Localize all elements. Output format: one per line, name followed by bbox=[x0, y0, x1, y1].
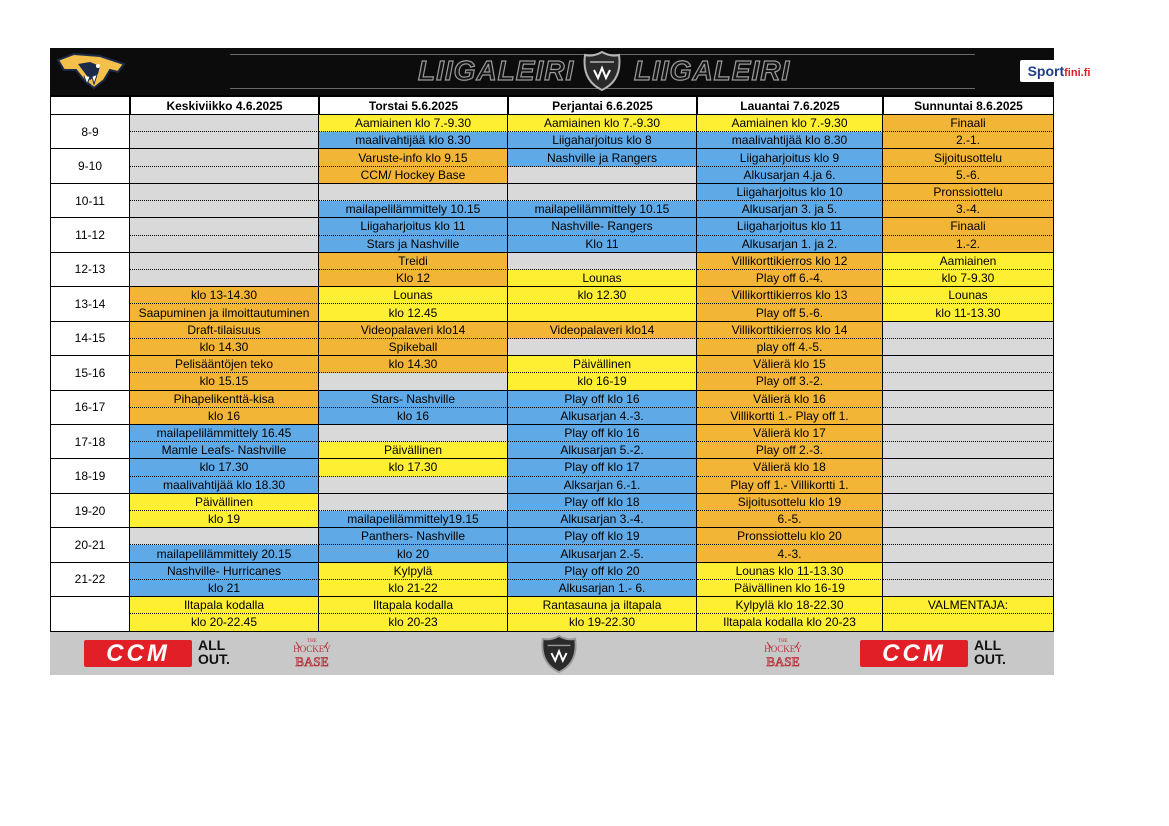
schedule-cell: 4.-3. bbox=[697, 545, 883, 562]
schedule-cell: Play off klo 17 bbox=[508, 459, 697, 476]
hour-label: 12-13 bbox=[50, 253, 130, 287]
hockey-base-the: THE bbox=[778, 639, 788, 644]
schedule-cell: Alkusarjan 3.-4. bbox=[508, 511, 697, 528]
schedule-cell: Play off 6.-4. bbox=[697, 270, 883, 287]
schedule-cell bbox=[883, 614, 1054, 631]
schedule-cell: Play off 1.- Villikortti 1. bbox=[697, 477, 883, 494]
schedule-cell: Kylpylä bbox=[319, 563, 508, 580]
corner-cell bbox=[50, 95, 130, 115]
schedule-cell bbox=[319, 494, 508, 511]
hour-label: 10-11 bbox=[50, 184, 130, 218]
schedule-cell bbox=[883, 322, 1054, 339]
schedule-cell: Välierä klo 17 bbox=[697, 425, 883, 442]
schedule-cell: klo 20-22.45 bbox=[130, 614, 319, 631]
schedule-cell: 5.-6. bbox=[883, 167, 1054, 184]
schedule-cell bbox=[130, 149, 319, 166]
schedule-cell: Villikorttikierros klo 12 bbox=[697, 253, 883, 270]
schedule-cell bbox=[319, 477, 508, 494]
schedule-cell bbox=[319, 425, 508, 442]
schedule-cell: Päivällinen klo 16-19 bbox=[697, 580, 883, 597]
schedule-cell: 2.-1. bbox=[883, 132, 1054, 149]
schedule-cell: Aamiainen klo 7.-9.30 bbox=[697, 115, 883, 132]
schedule-cell bbox=[130, 167, 319, 184]
schedule-cell bbox=[130, 218, 319, 235]
schedule-cell: Päivällinen bbox=[130, 494, 319, 511]
schedule-cell: Aamiainen klo 7.-9.30 bbox=[319, 115, 508, 132]
schedule-cell: Alkusarjan 5.-2. bbox=[508, 442, 697, 459]
schedule-cell: CCM/ Hockey Base bbox=[319, 167, 508, 184]
schedule-cell: Villikortti 1.- Play off 1. bbox=[697, 408, 883, 425]
schedule-cell bbox=[319, 373, 508, 390]
schedule-cell: Stars ja Nashville bbox=[319, 236, 508, 253]
schedule-cell: klo 14.30 bbox=[130, 339, 319, 356]
schedule-cell bbox=[883, 477, 1054, 494]
schedule-cell: klo 20-23 bbox=[319, 614, 508, 631]
schedule-cell: klo 21 bbox=[130, 580, 319, 597]
nhl-shield-footer-icon bbox=[540, 634, 578, 674]
schedule-cell: klo 14.30 bbox=[319, 356, 508, 373]
schedule-cell: Lounas klo 11-13.30 bbox=[697, 563, 883, 580]
hockey-base-logo-icon bbox=[290, 634, 334, 672]
hour-label: 18-19 bbox=[50, 459, 130, 493]
schedule-cell: Välierä klo 15 bbox=[697, 356, 883, 373]
schedule-cell: Sijoitusottelu klo 19 bbox=[697, 494, 883, 511]
schedule-cell: klo 12.30 bbox=[508, 287, 697, 304]
schedule-cell: Iltapala kodalla klo 20-23 bbox=[697, 614, 883, 631]
schedule-cell: VALMENTAJA: bbox=[883, 597, 1054, 614]
schedule-cell: Treidi bbox=[319, 253, 508, 270]
schedule-cell bbox=[883, 339, 1054, 356]
schedule-cell bbox=[883, 580, 1054, 597]
schedule-cell: Kylpylä klo 18-22.30 bbox=[697, 597, 883, 614]
schedule-cell: klo 19-22.30 bbox=[508, 614, 697, 631]
header-banner bbox=[50, 48, 1091, 95]
schedule-cell: Alkusarjan 4.-3. bbox=[508, 408, 697, 425]
schedule-cell: Villikorttikierros klo 14 bbox=[697, 322, 883, 339]
schedule-cell: klo 12.45 bbox=[319, 304, 508, 321]
schedule-cell: mailapelilämmittely19.15 bbox=[319, 511, 508, 528]
ccm-tagline-2: OUT. bbox=[198, 651, 230, 667]
schedule-cell: Mamle Leafs- Nashville bbox=[130, 442, 319, 459]
schedule-cell: Sijoitusottelu bbox=[883, 149, 1054, 166]
day-header: Torstai 5.6.2025 bbox=[319, 95, 508, 115]
schedule-cell: Alkusarjan 3. ja 5. bbox=[697, 201, 883, 218]
schedule-cell: klo 16-19 bbox=[508, 373, 697, 390]
schedule-grid bbox=[50, 95, 1054, 632]
schedule-cell bbox=[883, 442, 1054, 459]
schedule-cell: Alksarjan 6.-1. bbox=[508, 477, 697, 494]
schedule-cell: Liigaharjoitus klo 10 bbox=[697, 184, 883, 201]
schedule-cell bbox=[508, 253, 697, 270]
schedule-cell: Pronssiottelu bbox=[883, 184, 1054, 201]
hour-label: 16-17 bbox=[50, 391, 130, 425]
schedule-cell bbox=[130, 236, 319, 253]
schedule-cell: Draft-tilaisuus bbox=[130, 322, 319, 339]
ccm-logo-icon bbox=[860, 637, 1020, 670]
schedule-cell: Alkusarjan 1. ja 2. bbox=[697, 236, 883, 253]
schedule-cell: mailapelilämmittely 10.15 bbox=[508, 201, 697, 218]
schedule-cell bbox=[508, 167, 697, 184]
schedule-cell: Spikeball bbox=[319, 339, 508, 356]
hockey-base-base: BASE bbox=[295, 654, 329, 669]
schedule-cell: Alkusarjan 1.- 6. bbox=[508, 580, 697, 597]
schedule-cell: Play off klo 16 bbox=[508, 391, 697, 408]
schedule-cell bbox=[883, 528, 1054, 545]
schedule-cell: Rantasauna ja iltapala bbox=[508, 597, 697, 614]
schedule-cell: Nashville ja Rangers bbox=[508, 149, 697, 166]
schedule-cell bbox=[883, 356, 1054, 373]
schedule-cell: klo 20 bbox=[319, 545, 508, 562]
schedule-cell bbox=[130, 115, 319, 132]
schedule-cell: Päivällinen bbox=[508, 356, 697, 373]
footer-sponsors bbox=[50, 632, 1054, 675]
day-header: Lauantai 7.6.2025 bbox=[697, 95, 883, 115]
schedule-cell: Villikorttikierros klo 13 bbox=[697, 287, 883, 304]
schedule-cell: Klo 11 bbox=[508, 236, 697, 253]
schedule-cell: Lounas bbox=[883, 287, 1054, 304]
schedule-cell: Päivällinen bbox=[319, 442, 508, 459]
schedule-cell: Varuste-info klo 9.15 bbox=[319, 149, 508, 166]
hockey-base-hockey: HOCKEY bbox=[293, 644, 331, 654]
schedule-cell bbox=[130, 184, 319, 201]
hour-label: 13-14 bbox=[50, 287, 130, 321]
schedule-cell: klo 7-9.30 bbox=[883, 270, 1054, 287]
hockey-base-hockey: HOCKEY bbox=[764, 644, 802, 654]
schedule-cell bbox=[883, 425, 1054, 442]
schedule-cell: Saapuminen ja ilmoittautuminen bbox=[130, 304, 319, 321]
schedule-cell: klo 16 bbox=[319, 408, 508, 425]
hockey-base-logo-icon bbox=[761, 634, 805, 672]
schedule-cell bbox=[883, 391, 1054, 408]
hour-label: 9-10 bbox=[50, 149, 130, 183]
schedule-cell: mailapelilämmittely 10.15 bbox=[319, 201, 508, 218]
brand-title-left: LIIGALEIRI bbox=[418, 55, 575, 86]
ccm-logo-text: CCM bbox=[106, 640, 170, 667]
schedule-cell: Pronssiottelu klo 20 bbox=[697, 528, 883, 545]
schedule-cell: Liigaharjoitus klo 9 bbox=[697, 149, 883, 166]
ccm-logo-icon bbox=[84, 637, 244, 670]
day-header: Perjantai 6.6.2025 bbox=[508, 95, 697, 115]
schedule-cell: Liigaharjoitus klo 11 bbox=[319, 218, 508, 235]
ccm-tagline-1: ALL bbox=[974, 637, 1002, 653]
sportfini-logo-part-2: fini.fi bbox=[1064, 67, 1091, 79]
hour-label: 20-21 bbox=[50, 528, 130, 562]
schedule-cell: Alkusarjan 4.ja 6. bbox=[697, 167, 883, 184]
schedule-cell bbox=[883, 373, 1054, 390]
schedule-cell: klo 19 bbox=[130, 511, 319, 528]
schedule-cell bbox=[130, 270, 319, 287]
nhl-shield-icon bbox=[582, 50, 622, 92]
schedule-cell: klo 17.30 bbox=[130, 459, 319, 476]
schedule-cell: Aamiainen bbox=[883, 253, 1054, 270]
schedule-cell: maalivahtijää klo 8.30 bbox=[697, 132, 883, 149]
schedule-cell: Play off 5.-6. bbox=[697, 304, 883, 321]
schedule-cell bbox=[883, 459, 1054, 476]
schedule-cell bbox=[508, 304, 697, 321]
schedule-cell: Pelisääntöjen teko bbox=[130, 356, 319, 373]
schedule-cell: Nashville- Hurricanes bbox=[130, 563, 319, 580]
schedule-cell: klo 13-14.30 bbox=[130, 287, 319, 304]
hour-label: 11-12 bbox=[50, 218, 130, 252]
schedule-cell: Play off 3.-2. bbox=[697, 373, 883, 390]
hour-label: 15-16 bbox=[50, 356, 130, 390]
day-header: Sunnuntai 8.6.2025 bbox=[883, 95, 1054, 115]
schedule-cell: mailapelilämmittely 16.45 bbox=[130, 425, 319, 442]
schedule-cell: mailapelilämmittely 20.15 bbox=[130, 545, 319, 562]
schedule-cell: Alkusarjan 2.-5. bbox=[508, 545, 697, 562]
schedule-cell: klo 16 bbox=[130, 408, 319, 425]
schedule-cell: Nashville- Rangers bbox=[508, 218, 697, 235]
predators-logo-icon bbox=[54, 50, 130, 92]
schedule-cell: 6.-5. bbox=[697, 511, 883, 528]
schedule-cell: Finaali bbox=[883, 115, 1054, 132]
schedule-cell bbox=[883, 494, 1054, 511]
hour-label: 14-15 bbox=[50, 322, 130, 356]
schedule-cell bbox=[883, 511, 1054, 528]
schedule-cell: Aamiainen klo 7.-9.30 bbox=[508, 115, 697, 132]
schedule-cell bbox=[508, 339, 697, 356]
brand-title-right: LIIGALEIRI bbox=[634, 55, 791, 86]
schedule-cell bbox=[319, 184, 508, 201]
schedule-cell: Stars- Nashville bbox=[319, 391, 508, 408]
schedule-cell: maalivahtijää klo 18.30 bbox=[130, 477, 319, 494]
schedule-cell bbox=[883, 408, 1054, 425]
schedule-cell bbox=[883, 563, 1054, 580]
schedule-cell: Iltapala kodalla bbox=[130, 597, 319, 614]
schedule-cell: Finaali bbox=[883, 218, 1054, 235]
schedule-cell: Lounas bbox=[508, 270, 697, 287]
schedule-cell: klo 17.30 bbox=[319, 459, 508, 476]
ccm-logo-text: CCM bbox=[882, 640, 946, 667]
schedule-cell: Panthers- Nashville bbox=[319, 528, 508, 545]
schedule-cell bbox=[130, 201, 319, 218]
schedule-cell: Pihapelikenttä-kisa bbox=[130, 391, 319, 408]
schedule-cell: Välierä klo 18 bbox=[697, 459, 883, 476]
schedule-cell: 3.-4. bbox=[883, 201, 1054, 218]
hour-label: 8-9 bbox=[50, 115, 130, 149]
schedule-cell: maalivahtijää klo 8.30 bbox=[319, 132, 508, 149]
schedule-cell: Play off 2.-3. bbox=[697, 442, 883, 459]
schedule-cell: Play off klo 18 bbox=[508, 494, 697, 511]
schedule-cell: klo 15.15 bbox=[130, 373, 319, 390]
hour-label: 21-22 bbox=[50, 563, 130, 597]
schedule-cell: Liigaharjoitus klo 11 bbox=[697, 218, 883, 235]
schedule-cell bbox=[130, 253, 319, 270]
schedule-cell: Lounas bbox=[319, 287, 508, 304]
sportfini-logo-part-1: Sport bbox=[1027, 63, 1065, 79]
schedule-cell: Välierä klo 16 bbox=[697, 391, 883, 408]
hour-label: 19-20 bbox=[50, 494, 130, 528]
hour-label bbox=[50, 597, 130, 631]
ccm-tagline-2: OUT. bbox=[974, 651, 1006, 667]
schedule-cell: Iltapala kodalla bbox=[319, 597, 508, 614]
schedule-cell: klo 21-22 bbox=[319, 580, 508, 597]
hour-label: 17-18 bbox=[50, 425, 130, 459]
schedule-cell: klo 11-13.30 bbox=[883, 304, 1054, 321]
hockey-base-the: THE bbox=[307, 639, 317, 644]
schedule-cell: Videopalaveri klo14 bbox=[508, 322, 697, 339]
hockey-base-base: BASE bbox=[766, 654, 800, 669]
schedule-cell: Play off klo 16 bbox=[508, 425, 697, 442]
schedule-cell bbox=[883, 545, 1054, 562]
schedule-cell: play off 4.-5. bbox=[697, 339, 883, 356]
schedule-cell bbox=[130, 528, 319, 545]
day-header: Keskiviikko 4.6.2025 bbox=[130, 95, 319, 115]
schedule-cell: Klo 12 bbox=[319, 270, 508, 287]
schedule-cell: 1.-2. bbox=[883, 236, 1054, 253]
sportfini-logo[interactable] bbox=[1020, 60, 1098, 82]
schedule-cell: Videopalaveri klo14 bbox=[319, 322, 508, 339]
schedule-cell: Liigaharjoitus klo 8 bbox=[508, 132, 697, 149]
schedule-cell: Play off klo 20 bbox=[508, 563, 697, 580]
schedule-cell bbox=[130, 132, 319, 149]
schedule-cell bbox=[508, 184, 697, 201]
schedule-cell: Play off klo 19 bbox=[508, 528, 697, 545]
ccm-tagline-1: ALL bbox=[198, 637, 226, 653]
